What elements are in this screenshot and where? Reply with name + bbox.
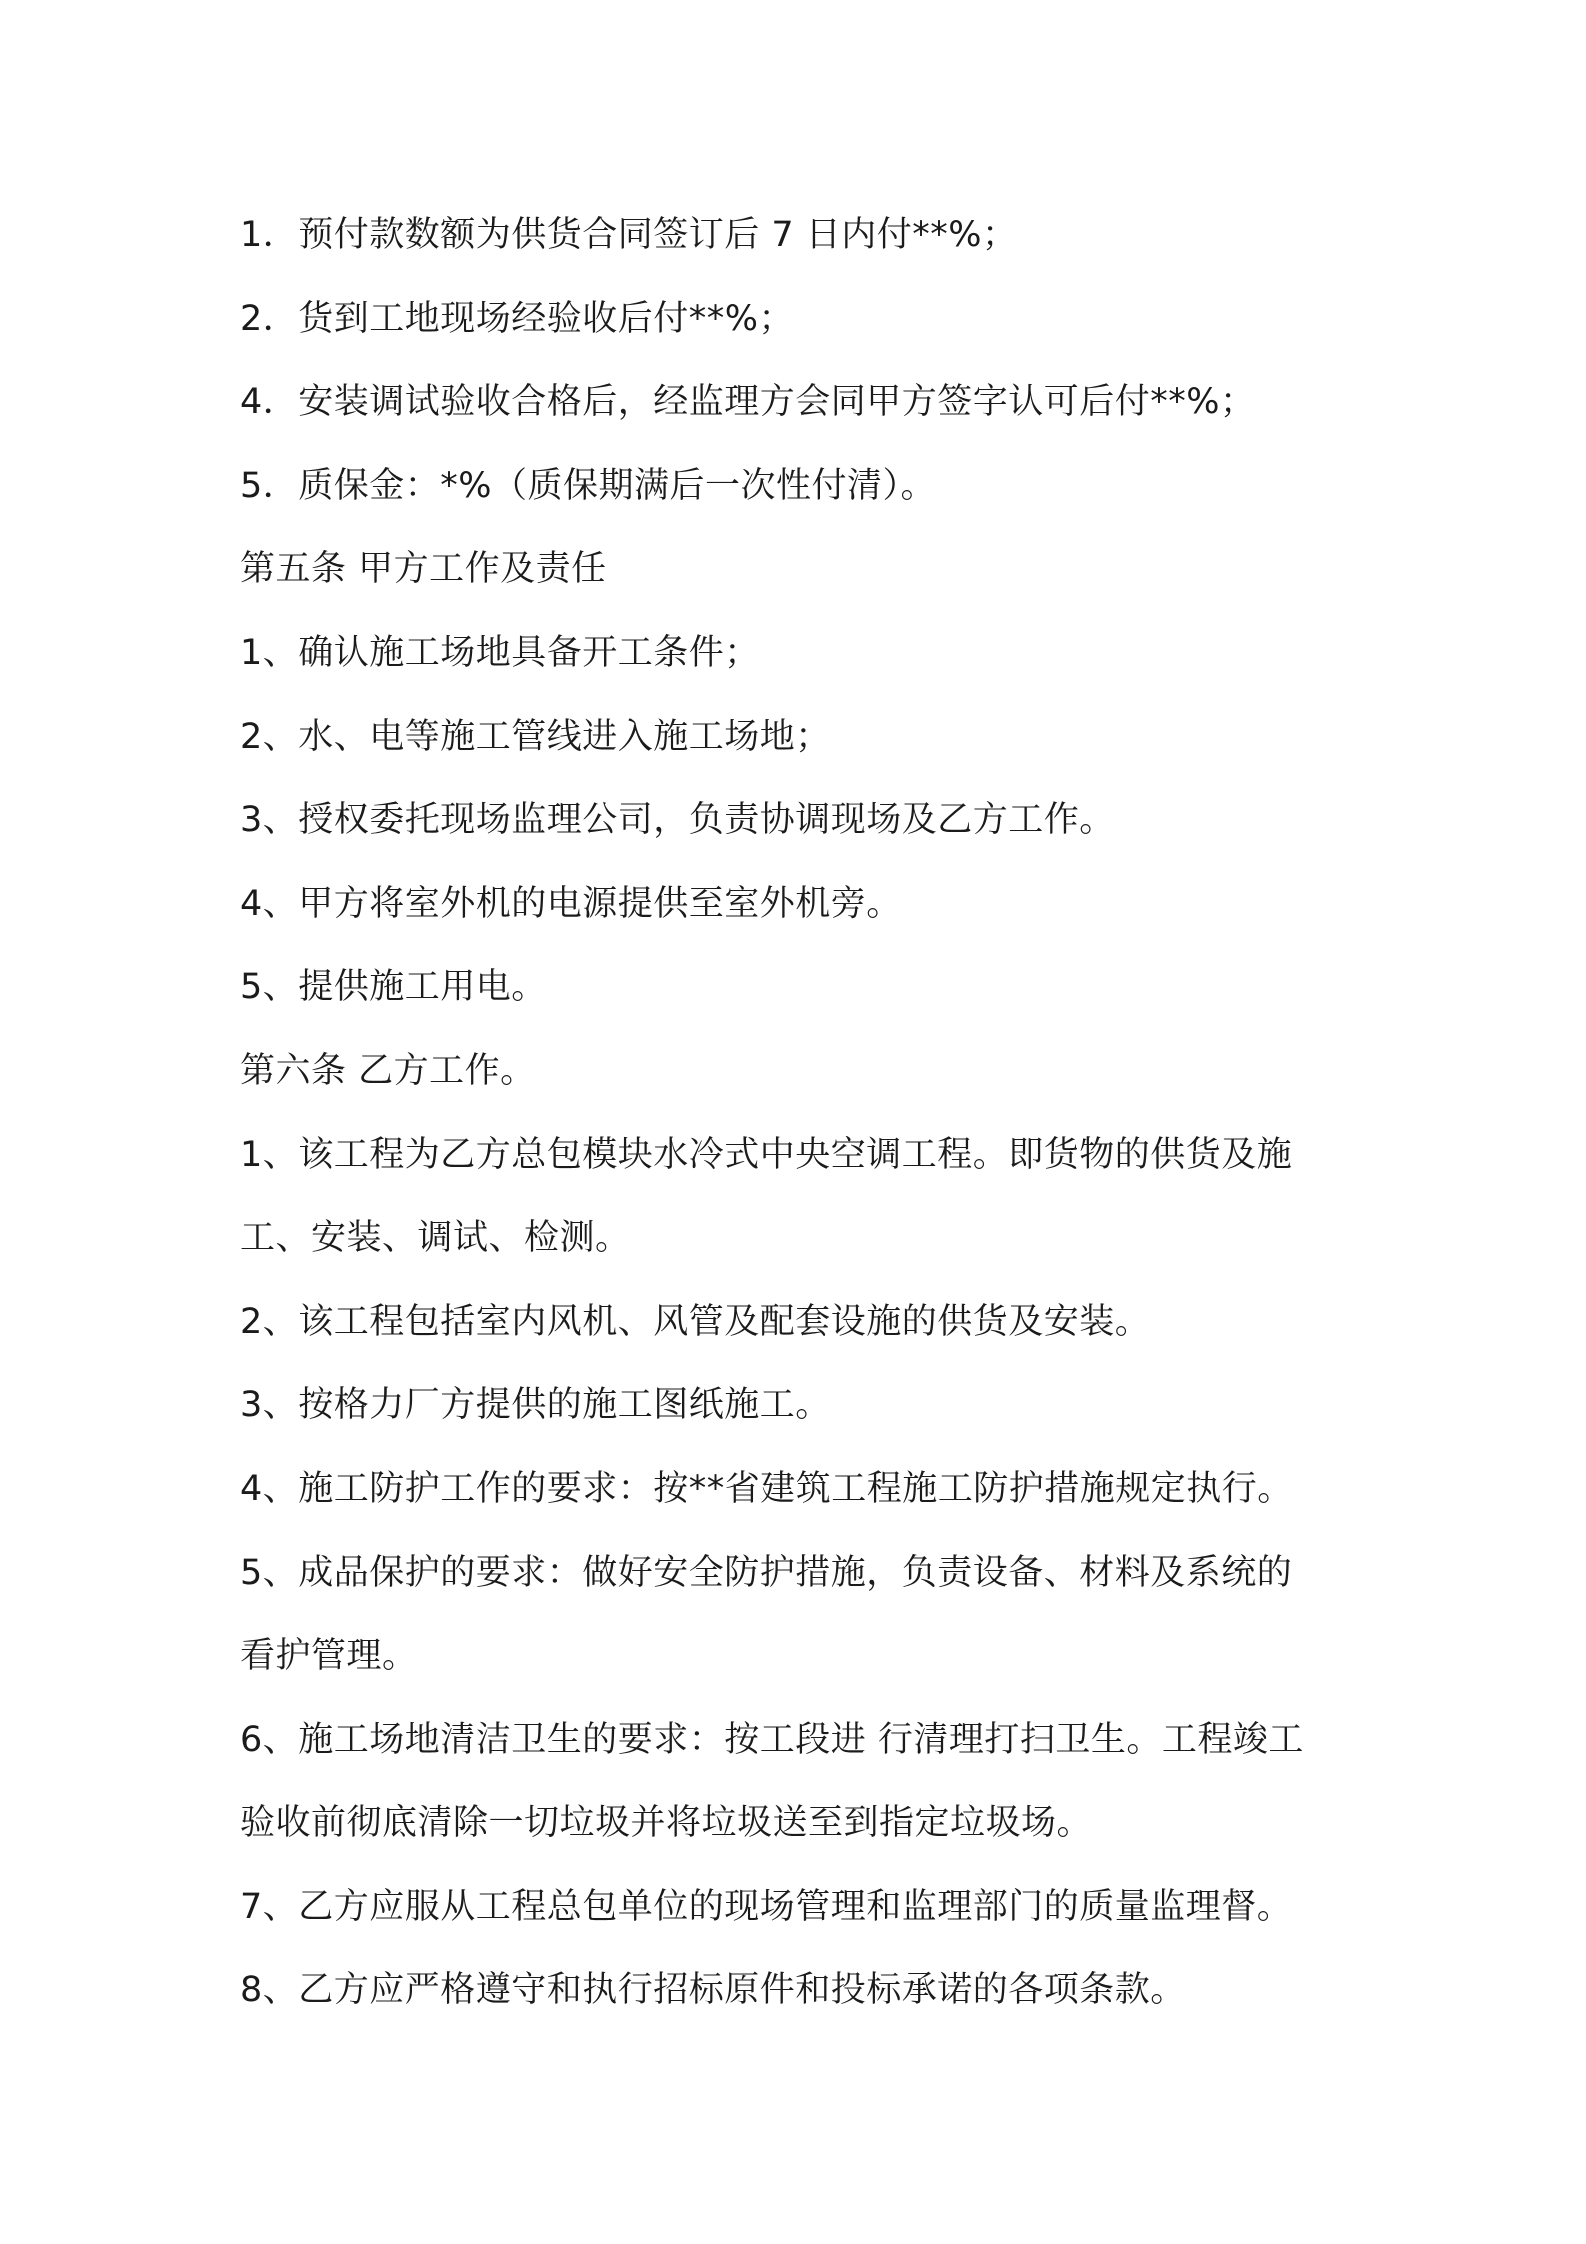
article-6-heading: 第六条 乙方工作。	[240, 1050, 536, 1091]
party-b-item-5: 5、成品保护的要求：做好安全防护措施，负责设备、材料及系统的	[240, 1552, 1293, 1593]
party-b-item-6: 6、施工场地清洁卫生的要求：按工段进 行清理打扫卫生。工程竣工	[240, 1719, 1304, 1760]
party-a-item-4: 4、甲方将室外机的电源提供至室外机旁。	[240, 883, 902, 924]
party-b-item-4: 4、施工防护工作的要求：按**省建筑工程施工防护措施规定执行。	[240, 1468, 1293, 1509]
party-a-item-1: 1、确认施工场地具备开工条件；	[240, 632, 760, 673]
party-b-item-1-continued: 工、安装、调试、检测。	[240, 1218, 631, 1259]
party-b-item-7: 7、乙方应服从工程总包单位的现场管理和监理部门的质量监理督。	[240, 1886, 1293, 1927]
payment-item-4: 4．安装调试验收合格后，经监理方会同甲方签字认可后付**%；	[240, 382, 1256, 423]
party-a-item-2: 2、水、电等施工管线进入施工场地；	[240, 716, 831, 757]
party-a-item-3: 3、授权委托现场监理公司，负责协调现场及乙方工作。	[240, 800, 1115, 841]
payment-item-5: 5．质保金：*%（质保期满后一次性付清）。	[240, 465, 937, 506]
article-5-heading: 第五条 甲方工作及责任	[240, 549, 607, 590]
document-body	[240, 194, 1360, 2033]
party-b-item-8: 8、乙方应严格遵守和执行招标原件和投标承诺的各项条款。	[240, 1970, 1186, 2011]
party-a-item-5: 5、提供施工用电。	[240, 967, 547, 1008]
party-b-item-3: 3、按格力厂方提供的施工图纸施工。	[240, 1385, 831, 1426]
payment-item-2: 2．货到工地现场经验收后付**%；	[240, 298, 795, 339]
party-b-item-2: 2、该工程包括室内风机、风管及配套设施的供货及安装。	[240, 1301, 1151, 1342]
party-b-item-6-continued: 验收前彻底清除一切垃圾并将垃圾送至到指定垃圾场。	[240, 1803, 1093, 1844]
payment-item-1: 1．预付款数额为供货合同签订后 7 日内付**%；	[240, 215, 1018, 255]
party-b-item-5-continued: 看护管理。	[240, 1636, 418, 1677]
party-b-item-1: 1、该工程为乙方总包模块水冷式中央空调工程。即货物的供货及施	[240, 1134, 1293, 1175]
